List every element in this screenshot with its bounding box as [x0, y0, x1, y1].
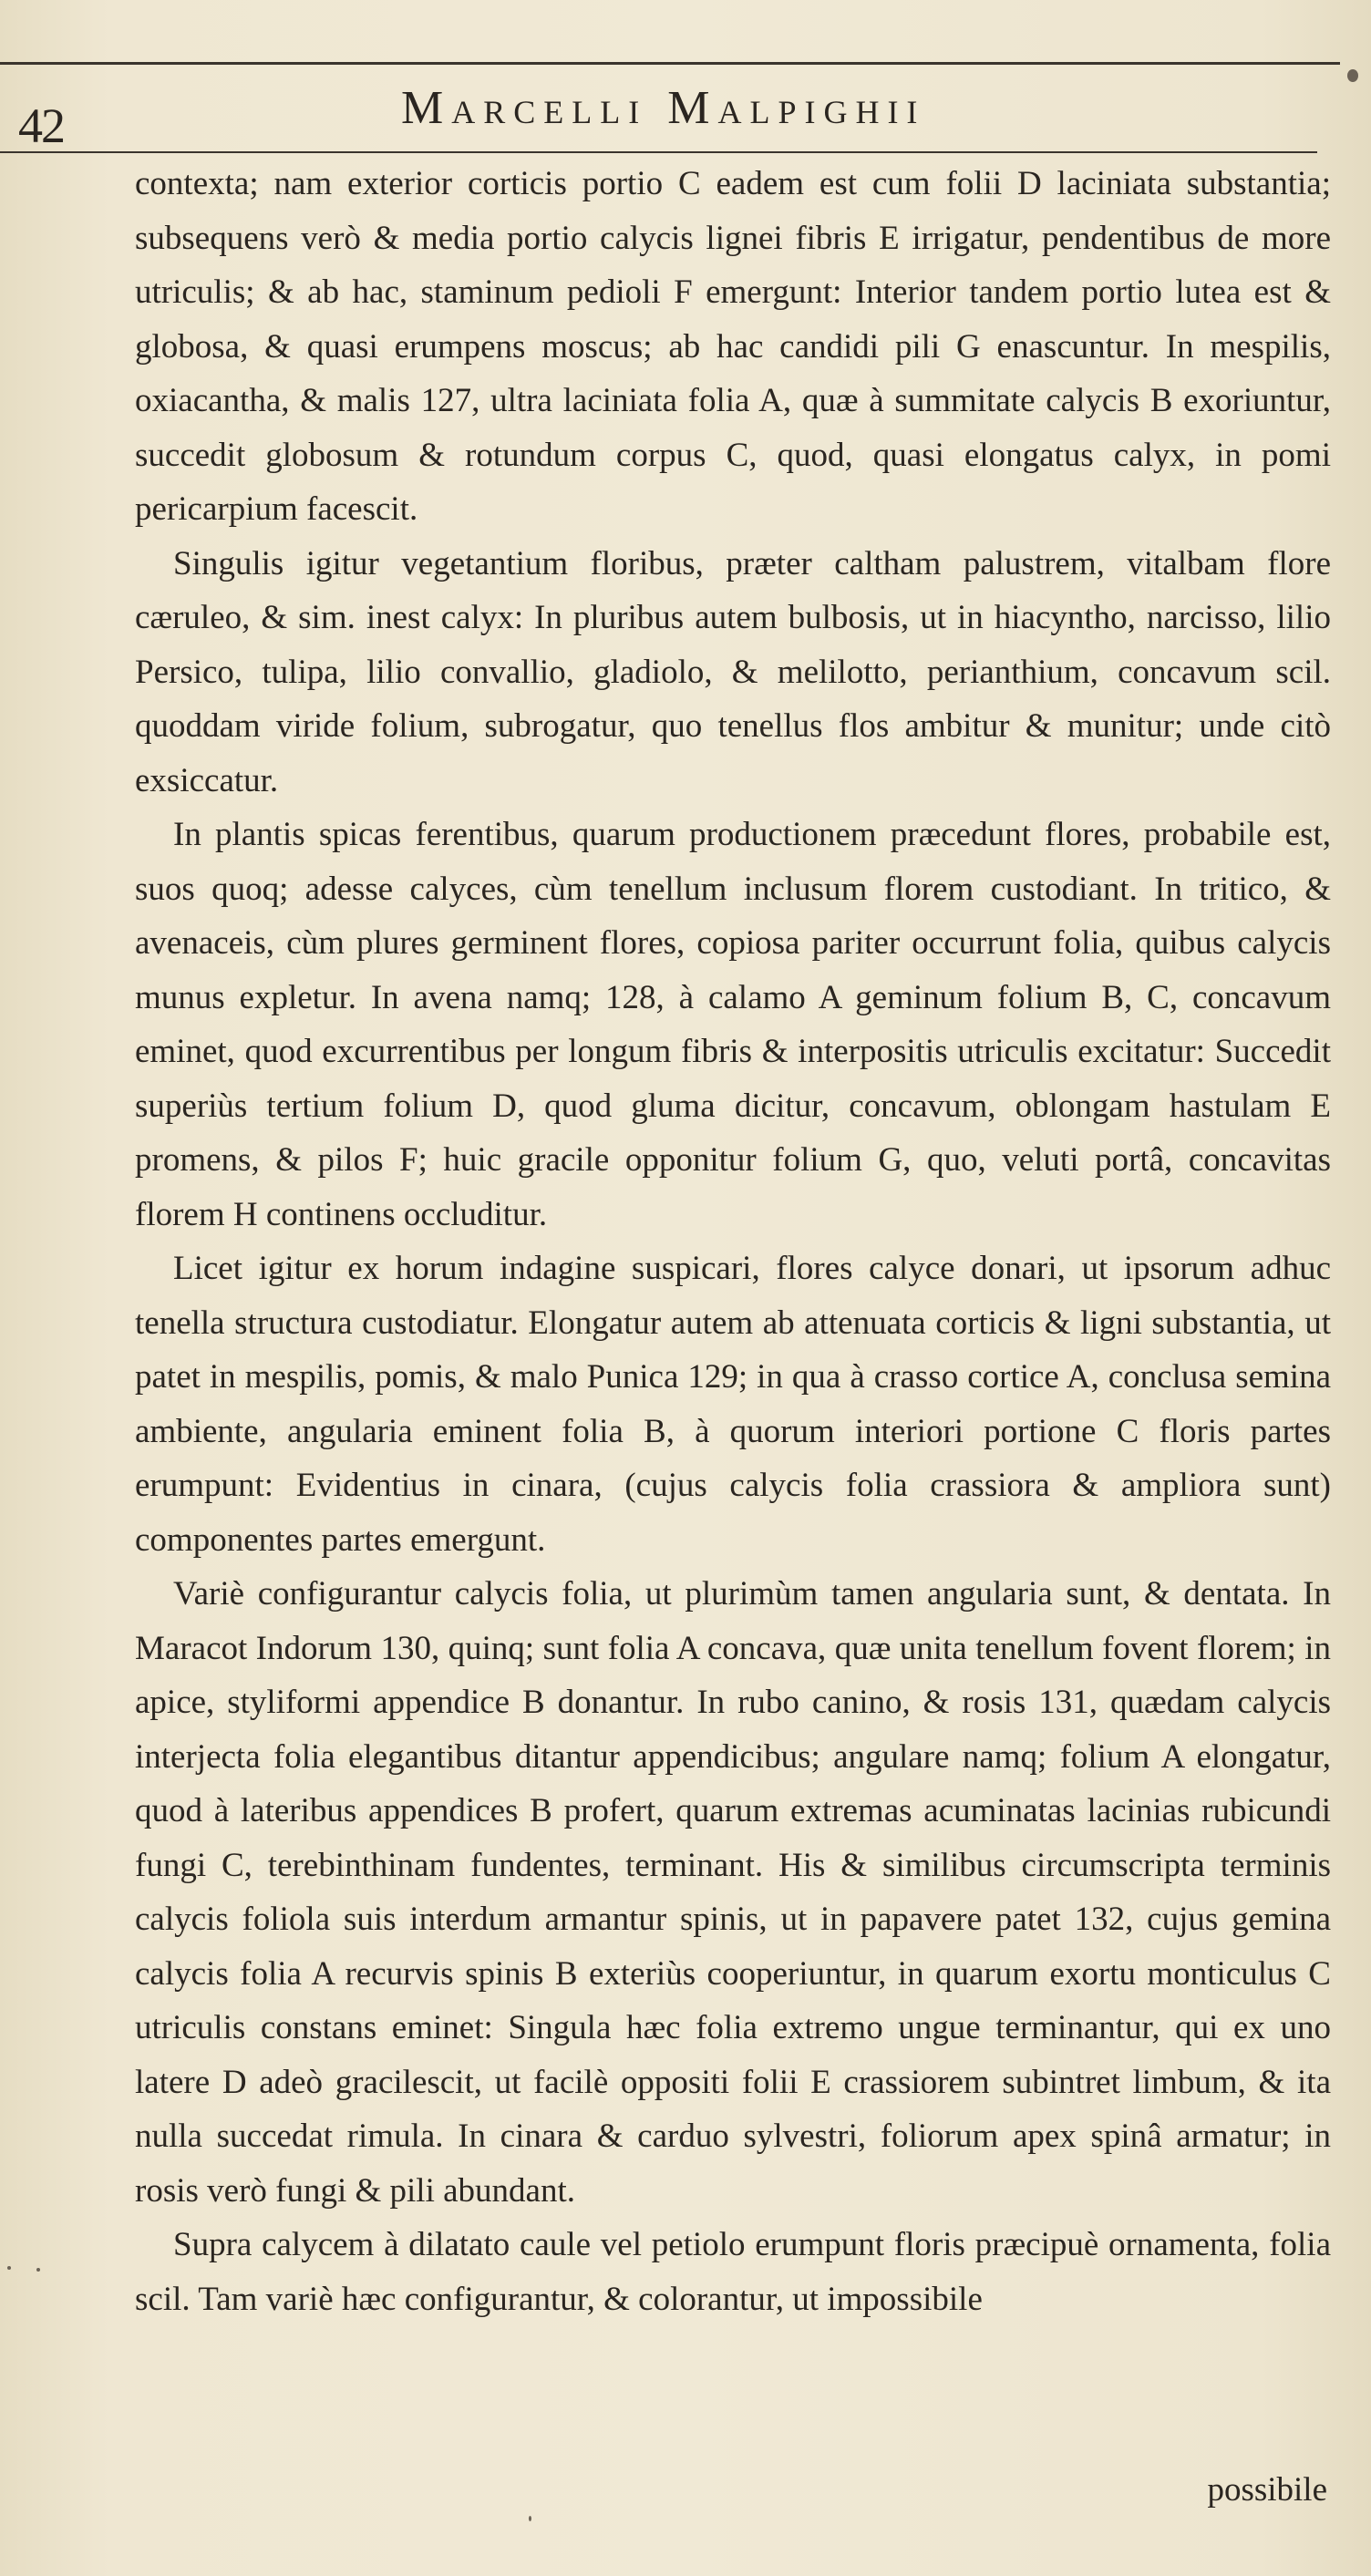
- paragraph: Singulis igitur vegetantium floribus, præter caltham palustrem, vitalbam flore cæruleo, & sim. inest calyx: In pluribus autem bulbosis, ut in hiacyntho, narcisso, lilio Persico, tulipa, lilio convallio, gladiolo, & melilotto, perianthium, concavum scil. quoddam viride folium, subrogatur, quo tenellus flos ambitur & munitur; unde citò exsiccatur.: [135, 544, 1331, 799]
- running-head: Marcelli Malpighii: [401, 82, 926, 134]
- ink-speck: [529, 2516, 531, 2521]
- page-number: 42: [18, 98, 64, 153]
- ink-speck: [1347, 69, 1358, 82]
- paragraph: Supra calycem à dilatato caule vel petiolo erumpunt floris præcipuè ornamenta, folia scil. Tam variè hæc configurantur, & colorantur, ut impossibile: [135, 2226, 1331, 2318]
- header-rule: [0, 151, 1317, 153]
- ink-speck: [36, 2268, 40, 2272]
- paragraph: Licet igitur ex horum indagine suspicari, flores calyce donari, ut ipsorum adhuc tenella structura custodiatur. Elongatur autem ab attenuata corticis & ligni substantia, ut patet in mespilis, pomis, & malo Punica 129; in qua à crasso cortice A, conclusa semina ambiente, angularia eminent folia B, à quorum interiori portione C floris partes erumpunt: Evidentius in cinara, (cujus calycis folia crassiora & ampliora sunt) componentes partes emergunt.: [135, 1250, 1331, 1559]
- top-rule: [0, 62, 1340, 65]
- paragraph: Variè configurantur calycis folia, ut plurimùm tamen angularia sunt, & dentata. In Maracot Indorum 130, quinq; sunt folia A concava, quæ unita tenellum fovent florem; in apice, styliformi appendice B donantur. In rubo canino, & rosis 131, quædam calycis interjecta folia elegantibus ditantur appendicibus; angulare namq; folium A elongatur, quod à lateribus appendices B profert, quarum extremas acuminatas lacinias rubicundi fungi C, terebinthinam fundentes, terminant. His & similibus circumscripta terminis calycis foliola suis interdum armantur spinis, ut in papavere patet 132, cujus gemina calycis folia A recurvis spinis B exteriùs cooperiuntur, in quarum exortu monticulus C utriculis constans eminet: Singula hæc folia extremo ungue terminantur, qui ex uno latere D adeò gracilescit, ut facilè oppositi folii E crassiorem subintret limbum, & ita nulla succedat rimula. In cinara & carduo sylvestri, foliorum apex spinâ armatur; in rosis verò fungi & pili abundant.: [135, 1575, 1331, 2210]
- paragraph: contexta; nam exterior corticis portio C eadem est cum folii D laciniata substantia; subsequens verò & media portio calycis lignei fibris E irrigatur, pendentibus de more utriculis; & ab hac, staminum pedioli F emergunt: Interior tandem portio lutea est & globosa, & quasi erumpens moscus; ab hac candidi pili G enascuntur. In mespilis, oxiacantha, & malis 127, ultra laciniata folia A, quæ à summitate calycis B exoriuntur, succedit globosum & rotundum corpus C, quod, quasi elongatus calyx, in pomi pericarpium facescit.: [135, 165, 1331, 528]
- catchword: possibile: [1207, 2471, 1327, 2509]
- paragraph: In plantis spicas ferentibus, quarum productionem præcedunt flores, probabile est, suos quoq; adesse calyces, cùm tenellum inclusum florem custodiant. In tritico, & avenaceis, cùm plures germinent flores, copiosa pariter occurrunt folia, quibus calycis munus expletur. In avena namq; 128, à calamo A geminum folium B, C, concavum eminet, quod excurrentibus per longum fibris & interpositis utriculis excitatur: Succedit superiùs tertium folium D, quod gluma dicitur, concavum, oblongam hastulam E promens, & pilos F; huic gracile opponitur folium G, quo, veluti portâ, concavitas florem H continens occluditur.: [135, 816, 1331, 1233]
- body-text: [135, 157, 1331, 2326]
- ink-speck: [7, 2266, 11, 2270]
